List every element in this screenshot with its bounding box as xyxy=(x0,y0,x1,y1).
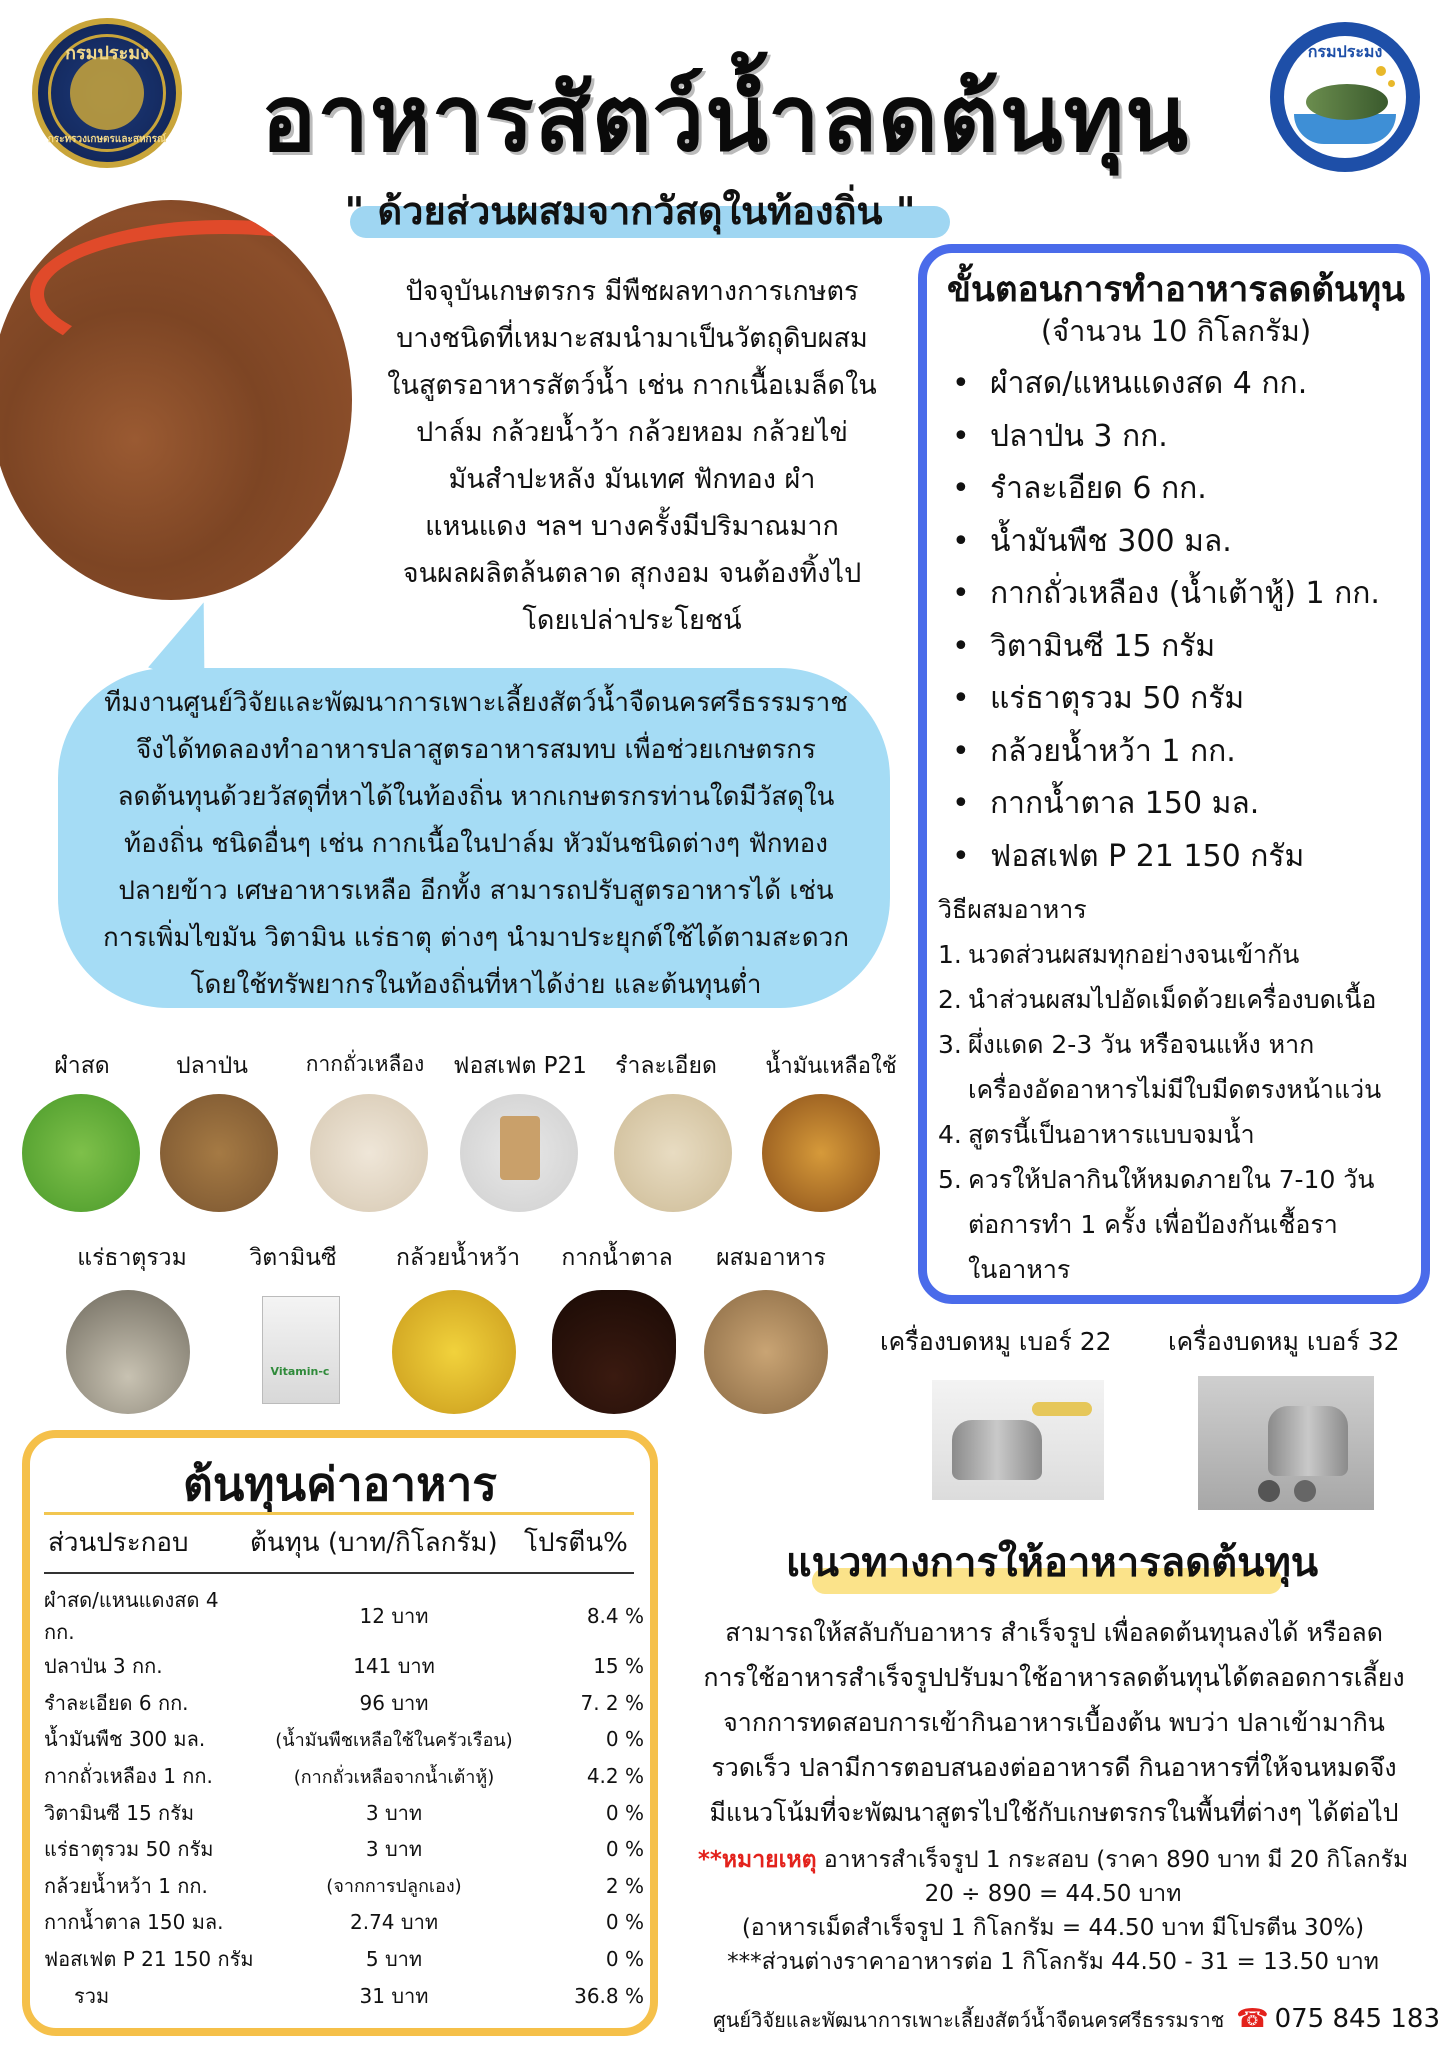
ingredient-item: • กากน้ำตาล 150 มล. xyxy=(952,778,1422,831)
intro-line: ปัจจุบันเกษตรกร มีพืชผลทางการเกษตร xyxy=(405,276,859,307)
phone-icon: ☎ xyxy=(1236,2004,1269,2034)
mix-step-number: 3. xyxy=(938,1030,962,1059)
intro-line: ปาล์ม กล้วยน้ำว้า กล้วยหอม กล้วยไข่ xyxy=(416,417,848,448)
cost-header-price: ต้นทุน (บาท/กิโลกรัม) xyxy=(250,1528,498,1558)
bubble-line: ท้องถิ่น ชนิดอื่นๆ เช่น กากเนื้อในปาล์ม หัวมันชนิดต่างๆ ฟักทอง xyxy=(124,829,828,859)
cost-header-rule xyxy=(44,1572,634,1574)
mix-method-list xyxy=(938,932,1428,1292)
mix-step xyxy=(938,932,1428,977)
cost-total-price: 31 บาท xyxy=(359,1983,429,2008)
mix-step-line: นวดส่วนผสมทุกอย่างจนเข้ากัน xyxy=(968,940,1300,969)
bubble-icon xyxy=(1376,66,1386,76)
cost-price: 5 บาท xyxy=(365,1947,423,1972)
cost-protein: 0 % xyxy=(605,1800,644,1825)
ingredient-photo-label: ฟอสเฟต P21 xyxy=(453,1053,587,1079)
used-oil-photo xyxy=(762,1094,880,1212)
intro-line: ในสูตรอาหารสัตว์น้ำ เช่น กากเนื้อเมล็ดใน xyxy=(387,370,877,401)
table-row xyxy=(44,1758,644,1795)
feed-mixing-photo xyxy=(704,1290,828,1414)
rice-bran-photo xyxy=(614,1094,732,1212)
ingredient-photo-label: แร่ธาตุรวม xyxy=(77,1245,187,1271)
speech-bubble-text xyxy=(66,680,886,1009)
cost-total-label: รวม xyxy=(74,1983,110,2008)
vitamin-c-bag xyxy=(262,1296,340,1404)
intro-line: บางชนิดที่เหมาะสมนำมาเป็นวัตถุดิบผสม xyxy=(396,323,868,354)
soybean-pulp-photo xyxy=(310,1094,428,1212)
page-subtitle: " ด้วยส่วนผสมจากวัสดุในท้องถิ่น " xyxy=(344,189,916,233)
ingredient-item: • แร่ธาตุรวม 50 กรัม xyxy=(952,673,1422,726)
ingredient-photo-label: กล้วยน้ำหว้า xyxy=(395,1245,521,1271)
cost-item: แร่ธาตุรวม 50 กรัม xyxy=(44,1837,214,1862)
guide-line: มีแนวโน้มที่จะพัฒนาสูตรไปใช้กับเกษตรกรในพื้นที่ต่างๆ ได้ต่อไป xyxy=(709,1798,1399,1827)
molasses-photo xyxy=(552,1290,676,1414)
note-label: **หมายเหตุ xyxy=(697,1847,817,1873)
bubble-line: จึงได้ทดลองทำอาหารปลาสูตรอาหารสมทบ เพื่อช่วยเกษตรกร xyxy=(136,735,816,765)
cost-item: ฟอสเฟต P 21 150 กรัม xyxy=(44,1947,254,1972)
banana-photo xyxy=(392,1290,516,1414)
table-row xyxy=(44,1721,644,1758)
cost-price: 3 บาท xyxy=(365,1837,423,1862)
bubble-line: ปลายข้าว เศษอาหารเหลือ อีกทั้ง สามารถปรับสูตรอาหารได้ เช่น xyxy=(118,876,834,906)
guide-line: สามารถให้สลับกับอาหาร สำเร็จรูป เพื่อลดต้นทุนลงได้ หรือลด xyxy=(725,1618,1383,1647)
table-row xyxy=(44,1831,644,1868)
mix-step xyxy=(938,1112,1428,1157)
ingredient-item: • ปลาป่น 3 กก. xyxy=(952,411,1422,464)
cost-protein: 2 % xyxy=(605,1873,644,1898)
table-row xyxy=(44,1648,644,1685)
bubble-line: ทีมงานศูนย์วิจัยและพัฒนาการเพาะเลี้ยงสัตว์น้ำจืดนครศรีธรรมราช xyxy=(104,688,848,718)
table-row xyxy=(44,1868,644,1905)
cost-header-protein: โปรตีน% xyxy=(524,1528,628,1558)
bubble-line: การเพิ่มไขมัน วิตามิน แร่ธาตุ ต่างๆ นำมาประยุกต์ใช้ได้ตามสะดวก xyxy=(103,923,849,953)
mix-step xyxy=(938,1022,1428,1112)
minerals-photo xyxy=(66,1290,190,1414)
logo-left-text: กรมประมง xyxy=(65,43,149,64)
red-tray xyxy=(30,220,352,368)
mix-step-number: 2. xyxy=(938,985,962,1014)
grinder-plate xyxy=(1294,1480,1316,1502)
guide-title: แนวทางการให้อาหารลดต้นทุน xyxy=(785,1540,1319,1586)
guide-line: การใช้อาหารสำเร็จรูปปรับมาใช้อาหารลดต้นทุนได้ตลอดการเลี้ยง xyxy=(703,1663,1405,1692)
cost-protein: 15 % xyxy=(593,1654,644,1679)
intro-line: แหนแดง ฯลฯ บางครั้งมีปริมาณมาก xyxy=(425,511,839,542)
cost-protein: 0 % xyxy=(605,1727,644,1752)
ingredient-photo-label: กากถั่วเหลือง xyxy=(305,1052,425,1076)
intro-line: โดยเปล่าประโยชน์ xyxy=(522,605,742,636)
ingredient-list xyxy=(952,358,1422,883)
ingredient-item: • กากถั่วเหลือง (น้ำเต้าหู้) 1 กก. xyxy=(952,568,1422,621)
ingredient-photo-label: วิตามินซี xyxy=(249,1245,337,1271)
fish-feed-photo xyxy=(0,200,352,600)
bubble-icon xyxy=(1388,80,1395,87)
cost-item: รำละเอียด 6 กก. xyxy=(44,1690,189,1715)
mix-step-number: 5. xyxy=(938,1165,962,1194)
intro-line: มันสำปะหลัง มันเทศ ฟักทอง ผำ xyxy=(448,464,816,495)
guide-paragraph xyxy=(674,1610,1434,1835)
ingredient-photo-label: ผสมอาหาร xyxy=(716,1245,826,1271)
grinder-32-label: เครื่องบดหมู เบอร์ 32 xyxy=(1168,1327,1400,1356)
cost-header-component: ส่วนประกอบ xyxy=(48,1528,189,1558)
cost-protein: 7. 2 % xyxy=(580,1690,644,1715)
intro-paragraph xyxy=(352,268,912,644)
ingredient-photo-label: กากน้ำตาล xyxy=(561,1245,673,1271)
vitamin-c-label: Vitamin-c xyxy=(270,1365,330,1378)
department-logo-left xyxy=(32,18,182,168)
mix-step-line: ผึ่งแดด 2-3 วัน หรือจนแห้ง หาก xyxy=(968,1030,1315,1059)
footer-phone: 075 845 183 xyxy=(1274,2004,1440,2034)
cost-title: ต้นทุนค่าอาหาร xyxy=(182,1457,497,1511)
cost-price: 96 บาท xyxy=(359,1690,429,1715)
phosphate-bag xyxy=(500,1116,540,1180)
center-logo-right xyxy=(1270,22,1420,172)
mix-step-line: นำส่วนผสมไปอัดเม็ดด้วยเครื่องบดเนื้อ xyxy=(968,985,1377,1014)
grinder-22-label: เครื่องบดหมู เบอร์ 22 xyxy=(880,1327,1112,1356)
ingredient-item: • น้ำมันพืช 300 มล. xyxy=(952,516,1422,569)
mix-method-title: วิธีผสมอาหาร xyxy=(938,895,1087,924)
cost-item: กากน้ำตาล 150 มล. xyxy=(44,1910,224,1935)
logo-emblem xyxy=(70,56,144,130)
table-row xyxy=(44,1685,644,1722)
table-row xyxy=(44,1904,644,1941)
grinder-body xyxy=(952,1420,1042,1480)
cost-price: 2.74 บาท xyxy=(350,1910,438,1935)
grinder-plate xyxy=(1258,1480,1280,1502)
grinder-handle xyxy=(1032,1402,1092,1416)
steps-title: ขั้นตอนการทำอาหารลดต้นทุน xyxy=(947,270,1405,310)
bubble-line: โดยใช้ทรัพยากรในท้องถิ่นที่หาได้ง่าย และต้นทุนต่ำ xyxy=(190,970,762,1000)
cost-price: 3 บาท xyxy=(365,1800,423,1825)
cost-price: (น้ำมันพืชเหลือใช้ในครัวเรือน) xyxy=(275,1729,513,1751)
steps-subtitle: (จำนวน 10 กิโลกรัม) xyxy=(1040,314,1312,348)
cost-item: กากถั่วเหลือง 1 กก. xyxy=(44,1764,213,1789)
note-calculation: 20 ÷ 890 = 44.50 บาท xyxy=(924,1881,1182,1907)
mix-step-line: เครื่องอัดอาหารไม่มีใบมีดตรงหน้าแว่น xyxy=(968,1075,1382,1104)
cost-total-protein: 36.8 % xyxy=(574,1983,644,2008)
subtitle-block xyxy=(300,178,960,240)
mix-step xyxy=(938,1157,1428,1292)
note-text: อาหารสำเร็จรูป 1 กระสอบ (ราคา 890 บาท มี 20 กิโลกรัม xyxy=(823,1847,1409,1873)
table-row xyxy=(44,1941,644,1978)
cost-item: วิตามินซี 15 กรัม xyxy=(44,1800,195,1825)
intro-line: จนผลผลิตล้นตลาด สุกงอม จนต้องทิ้งไป xyxy=(402,558,862,589)
cost-item: ปลาป่น 3 กก. xyxy=(44,1654,163,1679)
mix-step-line: สูตรนี้เป็นอาหารแบบจมน้ำ xyxy=(968,1120,1255,1149)
cost-protein: 4.2 % xyxy=(586,1764,644,1789)
ingredient-item: • วิตามินซี 15 กรัม xyxy=(952,621,1422,674)
guide-line: จากการทดสอบการเข้ากินอาหารเบื้องต้น พบว่า ปลาเข้ามากิน xyxy=(723,1708,1385,1737)
ingredient-photo-label: ปลาป่น xyxy=(176,1053,248,1079)
guide-title-block xyxy=(742,1530,1362,1600)
cost-price: 12 บาท xyxy=(359,1604,429,1628)
mix-step-line: ควรให้ปลากินให้หมดภายใน 7-10 วัน xyxy=(968,1165,1375,1194)
footer xyxy=(660,2004,1440,2036)
cost-price: (จากการปลูกเอง) xyxy=(326,1876,462,1898)
ingredient-photo-label: น้ำมันเหลือใช้ xyxy=(765,1054,897,1079)
mix-step-line: ต่อการทำ 1 ครั้ง เพื่อป้องกันเชื้อรา xyxy=(968,1210,1338,1239)
duckweed-photo xyxy=(22,1094,140,1212)
cost-protein: 0 % xyxy=(605,1947,644,1972)
mix-step-line: ในอาหาร xyxy=(968,1255,1071,1284)
table-row xyxy=(44,1584,644,1648)
cost-protein: 0 % xyxy=(605,1910,644,1935)
ingredient-item: • ผำสด/แหนแดงสด 4 กก. xyxy=(952,358,1422,411)
table-row xyxy=(44,1794,644,1831)
ingredient-item: • ฟอสเฟต P 21 150 กรัม xyxy=(952,831,1422,884)
fishmeal-photo xyxy=(160,1094,278,1212)
phosphate-photo xyxy=(460,1094,578,1212)
cost-title-underline xyxy=(44,1512,634,1515)
footer-org: ศูนย์วิจัยและพัฒนาการเพาะเลี้ยงสัตว์น้ำจืดนครศรีธรรมราช xyxy=(713,2008,1225,2032)
cost-item: กล้วยน้ำหว้า 1 กก. xyxy=(44,1873,208,1898)
cost-item: น้ำมันพืช 300 มล. xyxy=(44,1727,206,1752)
ingredient-item: • กล้วยน้ำหว้า 1 กก. xyxy=(952,726,1422,779)
cost-table xyxy=(44,1584,644,2014)
mix-step-number: 4. xyxy=(938,1120,962,1149)
cost-protein: 8.4 % xyxy=(586,1604,644,1628)
ingredient-photo-label: ผำสด xyxy=(54,1053,110,1079)
vitamin-c-photo xyxy=(240,1290,360,1410)
logo-right-text: กรมประมง xyxy=(1307,42,1383,61)
table-row-total xyxy=(44,1977,644,2014)
grinder-body xyxy=(1268,1406,1348,1476)
note-commercial-feed: (อาหารเม็ดสำเร็จรูป 1 กิโลกรัม = 44.50 บาท มีโปรตีน 30%) xyxy=(741,1915,1365,1941)
meat-grinder-32-photo xyxy=(1198,1376,1374,1510)
ingredient-item: • รำละเอียด 6 กก. xyxy=(952,463,1422,516)
mix-step xyxy=(938,977,1428,1022)
mix-step-number: 1. xyxy=(938,940,962,969)
cost-price: 141 บาท xyxy=(353,1654,435,1679)
note-line xyxy=(668,1844,1438,1876)
cost-protein: 0 % xyxy=(605,1837,644,1862)
cost-price: (กากถั่วเหลือจากน้ำเต้าหู้) xyxy=(293,1766,495,1788)
bubble-line: ลดต้นทุนด้วยวัสดุที่หาได้ในท้องถิ่น หากเกษตรกรท่านใดมีวัสดุใน xyxy=(117,782,835,812)
fish-icon xyxy=(1306,84,1388,120)
cost-item: ผำสด/แหนแดงสด 4 กก. xyxy=(44,1588,219,1644)
logo-left-subtext: กระทรวงเกษตรและสหกรณ์ xyxy=(47,134,167,145)
ingredient-photo-label: รำละเอียด xyxy=(615,1053,717,1079)
meat-grinder-22-photo xyxy=(932,1380,1104,1500)
page-title: อาหารสัตว์น้ำลดต้นทุน xyxy=(260,65,1190,172)
note-price-difference: ***ส่วนต่างราคาอาหารต่อ 1 กิโลกรัม 44.50 - 31 = 13.50 บาท xyxy=(727,1949,1379,1975)
guide-line: รวดเร็ว ปลามีการตอบสนองต่ออาหารดี กินอาหารที่ให้จนหมดจึง xyxy=(711,1753,1397,1782)
